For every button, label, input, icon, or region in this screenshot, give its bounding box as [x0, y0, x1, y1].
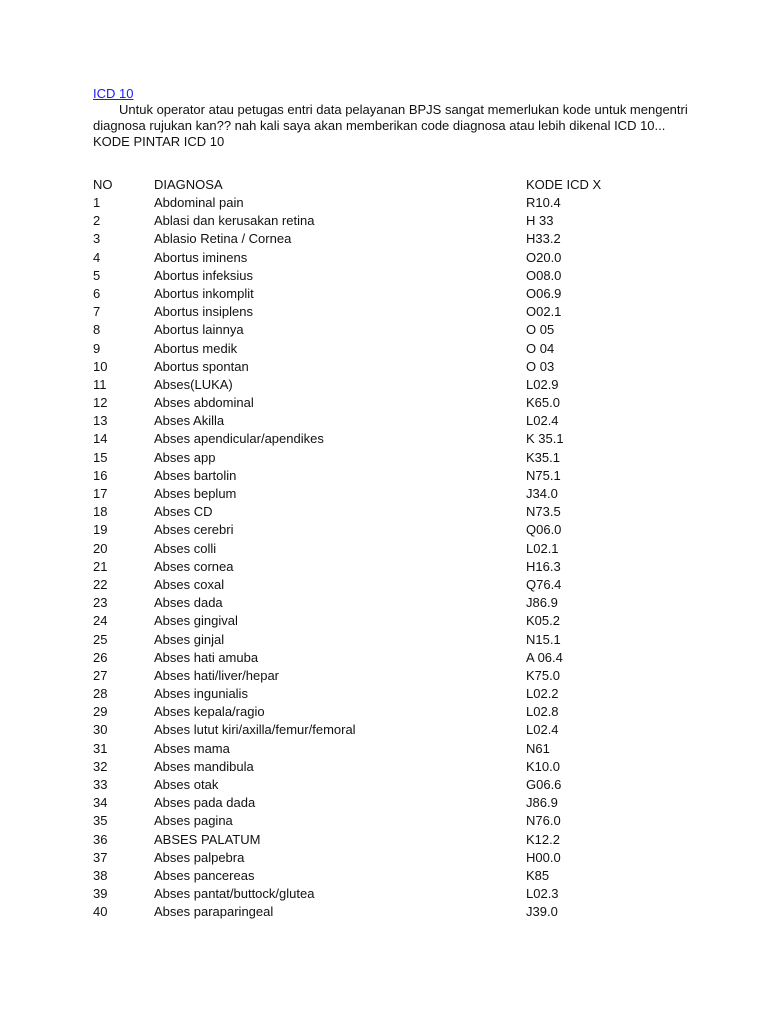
cell-no: 21 — [93, 558, 108, 574]
cell-kode: K05.2 — [526, 613, 560, 629]
cell-diagnosa: Abses mandibula — [154, 758, 254, 774]
cell-no: 22 — [93, 576, 108, 592]
cell-no: 7 — [93, 304, 101, 320]
cell-no: 6 — [93, 285, 101, 301]
cell-kode: N15.1 — [526, 631, 561, 647]
icd-table — [93, 176, 693, 922]
cell-kode: K10.0 — [526, 758, 560, 774]
cell-no: 40 — [93, 904, 108, 920]
table-row — [93, 849, 693, 867]
cell-diagnosa: Abses apendicular/apendikes — [154, 431, 324, 447]
cell-kode: R10.4 — [526, 195, 561, 210]
table-row — [93, 558, 693, 576]
cell-no: 13 — [93, 413, 108, 429]
cell-diagnosa: Abses ingunialis — [154, 686, 248, 702]
cell-no: 34 — [93, 795, 108, 811]
cell-no: 36 — [93, 831, 108, 847]
table-row — [93, 230, 693, 248]
cell-kode: N73.5 — [526, 504, 561, 520]
cell-kode: A 06.4 — [526, 649, 563, 665]
table-row — [93, 249, 693, 267]
cell-no: 26 — [93, 649, 108, 665]
cell-no: 4 — [93, 249, 101, 265]
cell-kode: K85 — [526, 867, 550, 883]
document-header — [93, 86, 693, 150]
cell-kode: K 35.1 — [526, 431, 564, 447]
cell-no: 39 — [93, 886, 108, 902]
cell-no: 17 — [93, 486, 108, 501]
cell-no: 23 — [93, 595, 108, 611]
cell-no: 30 — [93, 722, 108, 738]
cell-kode: J39.0 — [526, 904, 558, 920]
cell-diagnosa: Abses dada — [154, 595, 223, 611]
cell-diagnosa: Abses colli — [154, 540, 217, 556]
table-row — [93, 285, 693, 303]
table-row — [93, 394, 693, 412]
table-row — [93, 467, 693, 485]
cell-diagnosa: Abses palpebra — [154, 849, 245, 865]
icd10-link[interactable]: ICD 10 — [93, 86, 134, 101]
table-row — [93, 503, 693, 521]
table-row — [93, 340, 693, 358]
table-row — [93, 612, 693, 630]
cell-diagnosa: Abses ginjal — [154, 631, 225, 647]
cell-kode: K65.0 — [526, 395, 560, 411]
table-row — [93, 721, 693, 739]
cell-kode: G06.6 — [526, 777, 562, 792]
cell-diagnosa: ABSES PALATUM — [154, 831, 261, 847]
cell-no: 11 — [93, 376, 107, 392]
cell-kode: N61 — [526, 740, 550, 756]
cell-kode: J34.0 — [526, 486, 558, 501]
cell-no: 25 — [93, 631, 108, 647]
cell-no: 14 — [93, 431, 108, 447]
cell-diagnosa: Abses cornea — [154, 558, 234, 574]
table-row — [93, 521, 693, 539]
cell-no: 32 — [93, 758, 108, 774]
cell-diagnosa: Abortus spontan — [154, 358, 249, 374]
table-row — [93, 267, 693, 285]
cell-kode: K35.1 — [526, 449, 560, 465]
cell-diagnosa: Abses CD — [154, 504, 213, 520]
table-header-row — [93, 176, 693, 194]
table-row — [93, 449, 693, 467]
cell-kode: O20.0 — [526, 249, 562, 265]
table-row — [93, 703, 693, 721]
cell-no: 2 — [93, 213, 101, 229]
cell-kode: Q06.0 — [526, 522, 562, 538]
cell-diagnosa: Abses hati amuba — [154, 649, 259, 665]
cell-diagnosa: Abses lutut kiri/axilla/femur/femoral — [154, 722, 356, 738]
cell-no: 5 — [93, 267, 101, 283]
cell-no: 8 — [93, 322, 101, 338]
intro-paragraph: Untuk operator atau petugas entri data pelayanan BPJS sangat memerlukan kode untuk mengentri diagnosa rujukan kan?? nah kali saya akan memberikan code diagnosa atau lebih dikenal ICD 10... — [93, 102, 688, 133]
cell-kode: H33.2 — [526, 231, 561, 247]
cell-diagnosa: Abortus iminens — [154, 249, 248, 265]
cell-diagnosa: Abses bartolin — [154, 467, 237, 483]
table-row — [93, 594, 693, 612]
cell-no: 12 — [93, 395, 108, 411]
cell-diagnosa: Abses gingival — [154, 613, 238, 629]
table-row — [93, 485, 693, 503]
cell-kode: L02.9 — [526, 376, 559, 392]
table-row — [93, 685, 693, 703]
cell-diagnosa: Abses beplum — [154, 486, 237, 501]
cell-kode: O08.0 — [526, 267, 562, 283]
cell-no: 24 — [93, 613, 108, 629]
cell-diagnosa: Abses kepala/ragio — [154, 704, 265, 720]
table-row — [93, 758, 693, 776]
table-row — [93, 631, 693, 649]
cell-kode: L02.2 — [526, 686, 559, 702]
table-row — [93, 540, 693, 558]
table-row — [93, 358, 693, 376]
cell-diagnosa: Abses Akilla — [154, 413, 225, 429]
cell-no: 29 — [93, 704, 108, 720]
cell-no: 19 — [93, 522, 108, 538]
table-row — [93, 376, 693, 394]
table-row — [93, 867, 693, 885]
cell-diagnosa: Abses hati/liver/hepar — [154, 667, 280, 683]
cell-no: 33 — [93, 777, 108, 792]
cell-kode: J86.9 — [526, 595, 558, 611]
table-row — [93, 194, 693, 212]
cell-diagnosa: Abortus insiplens — [154, 304, 253, 320]
cell-kode: N76.0 — [526, 813, 561, 829]
cell-diagnosa: Abses paraparingeal — [154, 904, 274, 920]
cell-diagnosa: Abses mama — [154, 740, 230, 756]
table-row — [93, 794, 693, 812]
cell-kode: L02.4 — [526, 722, 559, 738]
table-row — [93, 212, 693, 230]
cell-diagnosa: Abses pagina — [154, 813, 233, 829]
table-row — [93, 430, 693, 448]
table-row — [93, 740, 693, 758]
cell-kode: O02.1 — [526, 304, 562, 320]
cell-kode: H00.0 — [526, 849, 561, 865]
cell-diagnosa: Abortus lainnya — [154, 322, 244, 338]
cell-kode: O 05 — [526, 322, 555, 338]
cell-no: 31 — [93, 740, 108, 756]
cell-no: 1 — [93, 195, 101, 210]
cell-no: 3 — [93, 231, 101, 247]
cell-no: 18 — [93, 504, 108, 520]
cell-diagnosa: Abses coxal — [154, 576, 225, 592]
cell-diagnosa: Abortus inkomplit — [154, 285, 254, 301]
cell-diagnosa: Abses(LUKA) — [154, 376, 233, 392]
cell-diagnosa: Abses pancereas — [154, 867, 255, 883]
cell-no: 20 — [93, 540, 108, 556]
cell-diagnosa: Abses abdominal — [154, 395, 254, 411]
cell-kode: Q76.4 — [526, 576, 562, 592]
cell-kode: H16.3 — [526, 558, 561, 574]
cell-kode: N75.1 — [526, 467, 561, 483]
cell-no: 10 — [93, 358, 108, 374]
table-row — [93, 321, 693, 339]
table-row — [93, 903, 693, 921]
cell-kode: K12.2 — [526, 831, 560, 847]
cell-diagnosa: Abses otak — [154, 777, 219, 792]
cell-kode: O 03 — [526, 358, 555, 374]
cell-diagnosa: Abses pantat/buttock/glutea — [154, 886, 315, 902]
cell-diagnosa: Abses cerebri — [154, 522, 234, 538]
cell-kode: L02.4 — [526, 413, 559, 429]
cell-kode: L02.1 — [526, 540, 559, 556]
table-row — [93, 412, 693, 430]
cell-no: 15 — [93, 449, 108, 465]
cell-kode: K75.0 — [526, 667, 560, 683]
cell-no: 16 — [93, 467, 108, 483]
cell-diagnosa: Abses app — [154, 449, 216, 465]
cell-no: 28 — [93, 686, 108, 702]
cell-kode: O06.9 — [526, 285, 562, 301]
cell-kode: L02.3 — [526, 886, 559, 902]
cell-diagnosa: Abdominal pain — [154, 195, 244, 210]
table-row — [93, 303, 693, 321]
cell-diagnosa: Abses pada dada — [154, 795, 256, 811]
cell-no: 35 — [93, 813, 108, 829]
cell-kode: O 04 — [526, 340, 555, 356]
table-row — [93, 667, 693, 685]
cell-no: 38 — [93, 867, 108, 883]
table-row — [93, 576, 693, 594]
cell-kode: H 33 — [526, 213, 554, 229]
header-kode: KODE ICD X — [526, 177, 602, 192]
cell-diagnosa: Ablasi dan kerusakan retina — [154, 213, 315, 229]
table-row — [93, 885, 693, 903]
table-row — [93, 831, 693, 849]
table-row — [93, 812, 693, 830]
cell-no: 9 — [93, 340, 101, 356]
cell-no: 27 — [93, 667, 108, 683]
header-diagnosa: DIAGNOSA — [154, 177, 223, 192]
cell-kode: L02.8 — [526, 704, 559, 720]
cell-diagnosa: Abortus infeksius — [154, 267, 253, 283]
table-row — [93, 776, 693, 794]
cell-no: 37 — [93, 849, 108, 865]
cell-diagnosa: Abortus medik — [154, 340, 238, 356]
table-row — [93, 649, 693, 667]
cell-diagnosa: Ablasio Retina / Cornea — [154, 231, 292, 247]
cell-kode: J86.9 — [526, 795, 558, 811]
header-no: NO — [93, 177, 113, 192]
document-subtitle: KODE PINTAR ICD 10 — [93, 134, 225, 149]
